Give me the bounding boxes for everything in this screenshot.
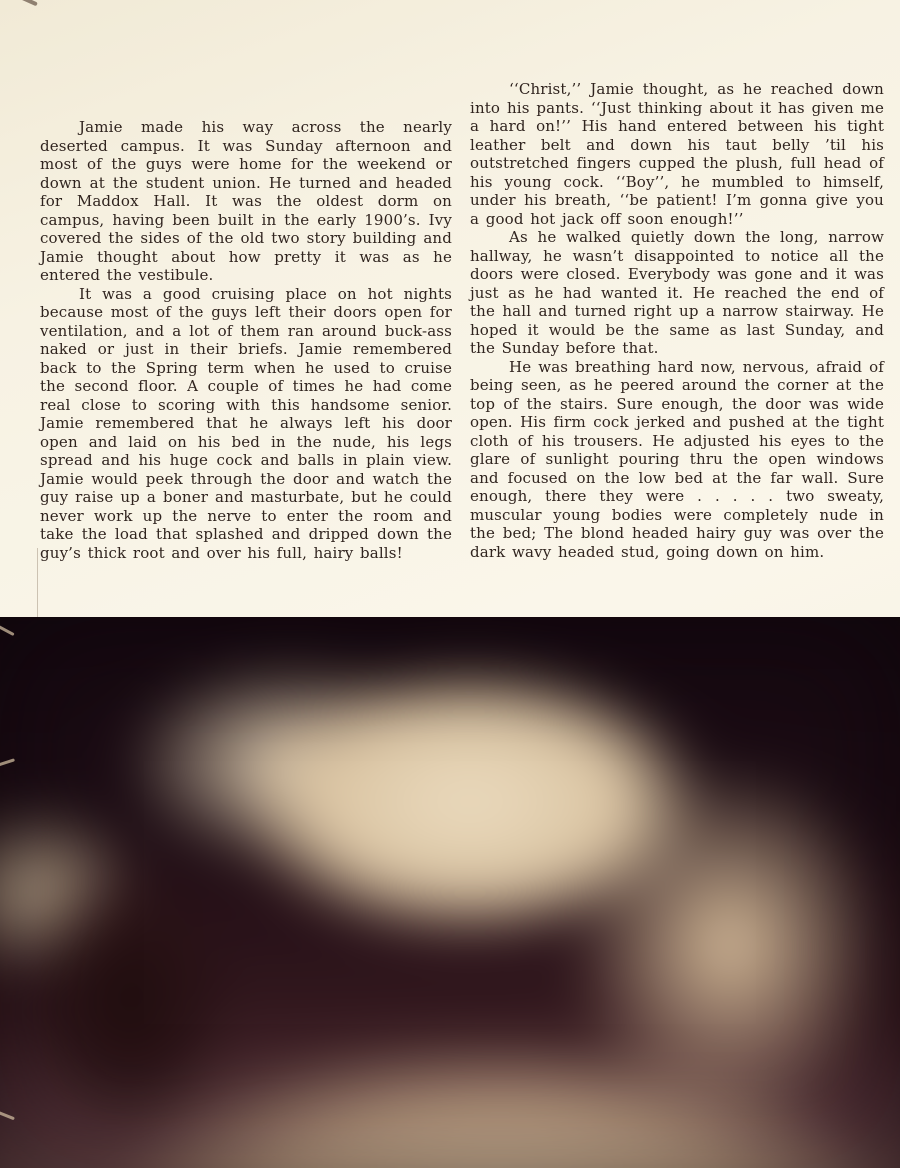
paragraph: He was breathing hard now, nervous, afraid of being seen, as he peered around the corner at the top of the stairs. Sure enough, the door was wide open. His firm cock jerked and pushed at the tight cloth of his trousers. He adjusted his eyes to the glare of sunlight pouring thru the open windows and focused on the low bed at the far wall. Sure enough, there they were . . . . . two sweaty, muscular young bodies were completely nude in the bed; The blond headed hairy guy was over the dark wavy headed stud, going down on him. — [470, 357, 884, 561]
paper-crease — [37, 548, 38, 618]
page-corner-mark — [16, 0, 38, 6]
paragraph: ‘‘Christ,’’ Jamie thought, as he reached down into his pants. ‘‘Just thinking about it has given me a hard on!’’ His hand entered between his tight leather belt and down his taut belly ’til his outstretched fingers cupped the plush, full head of his young cock. ‘‘Boy’’, he mumbled to himself, under his breath, ‘‘be patient! I’m gonna give you a good hot jack off soon enough!’’ — [470, 80, 884, 228]
text-column-right — [470, 80, 884, 561]
text-column-left — [40, 118, 452, 562]
paragraph: It was a good cruising place on hot nights because most of the guys left their doors open for ventilation, and a lot of them ran around buck-ass naked or just in their briefs. Jamie remembered back to the Spring term when he used to cruise the second floor. A couple of times he had come real close to scoring with this handsome senior. Jamie remembered that he always left his door open and laid on his bed in the nude, his legs spread and his huge cock and balls in plain view. Jamie would peek through the door and watch the guy raise up a boner and masturbate, but he could never work up the nerve to enter the room and take the load that splashed and dripped down the guy’s thick root and over his full, hairy balls! — [40, 284, 452, 562]
photo-vignette — [0, 617, 900, 1168]
paragraph: As he walked quietly down the long, narrow hallway, he wasn’t disappointed to notice all the doors were closed. Everybody was gone and it was just as he had wanted it. He reached the end of the hall and turned right up a narrow stairway. He hoped it would be the same as last Sunday, and the Sunday before that. — [470, 228, 884, 357]
photo — [0, 617, 900, 1168]
paragraph: Jamie made his way across the nearly deserted campus. It was Sunday afternoon and most of the guys were home for the weekend or down at the student union. He turned and headed for Maddox Hall. It was the oldest dorm on campus, having been built in the early 1900’s. Ivy covered the sides of the old two story building and Jamie thought about how pretty it was as he entered the vestibule. — [40, 118, 452, 284]
